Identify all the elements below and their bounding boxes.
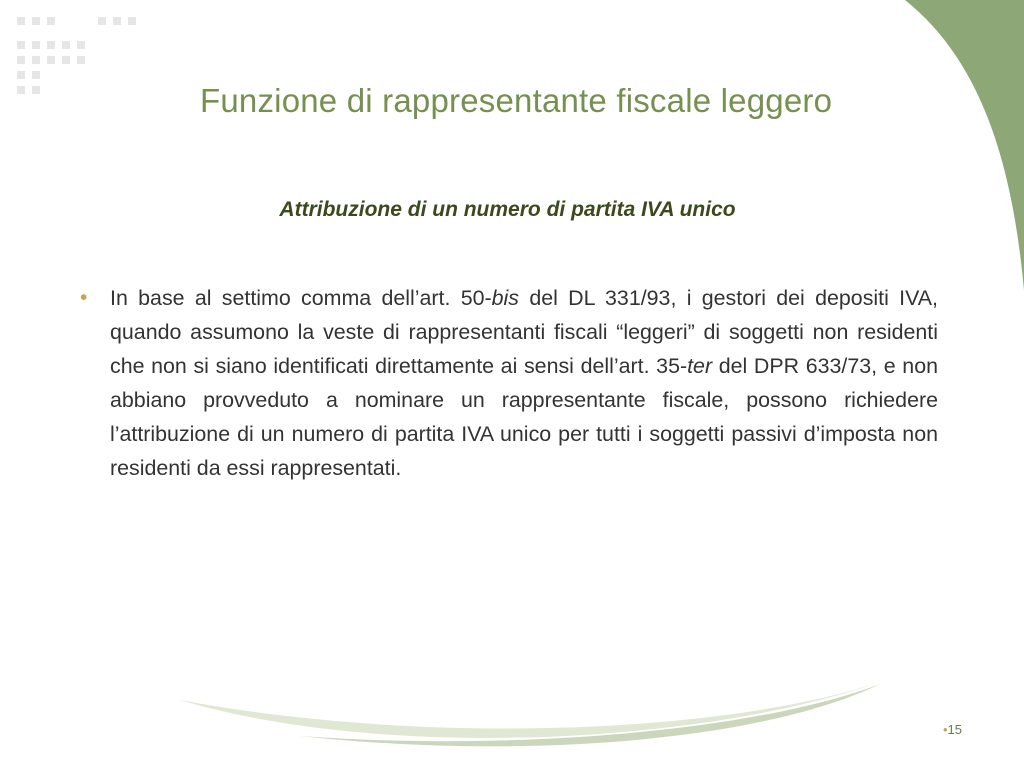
slide-title: Funzione di rappresentante fiscale leggero bbox=[200, 82, 833, 119]
bullet-marker: • bbox=[80, 286, 88, 309]
body-text-part: In base al settimo comma dell’art. 50- bbox=[110, 286, 492, 310]
page-number-dot: • bbox=[942, 722, 948, 737]
body-text-italic: ter bbox=[687, 354, 713, 378]
body-text-part: del DL 331/93, i gestori dei depositi IVA, quando assumono la veste di rappresentanti fiscali “leggeri” di soggetti non residenti che non si siano identificati direttamente ai sensi dell’art. 35- bbox=[110, 286, 938, 378]
page-number bbox=[943, 722, 962, 737]
slide-subtitle: Attribuzione di un numero di partita IVA unico bbox=[279, 198, 736, 221]
body-text-italic: bis bbox=[491, 286, 520, 310]
bullet-text bbox=[110, 281, 938, 485]
page-number-value: 15 bbox=[947, 722, 962, 737]
body-text-part: del DPR 633/73, e non abbiano provveduto a nominare un rappresentante fiscale, possono richiedere l’attribuzione di un numero di partita IVA unico per tutti i soggetti passivi d’imposta non residenti da essi rappresentati. bbox=[110, 354, 938, 480]
